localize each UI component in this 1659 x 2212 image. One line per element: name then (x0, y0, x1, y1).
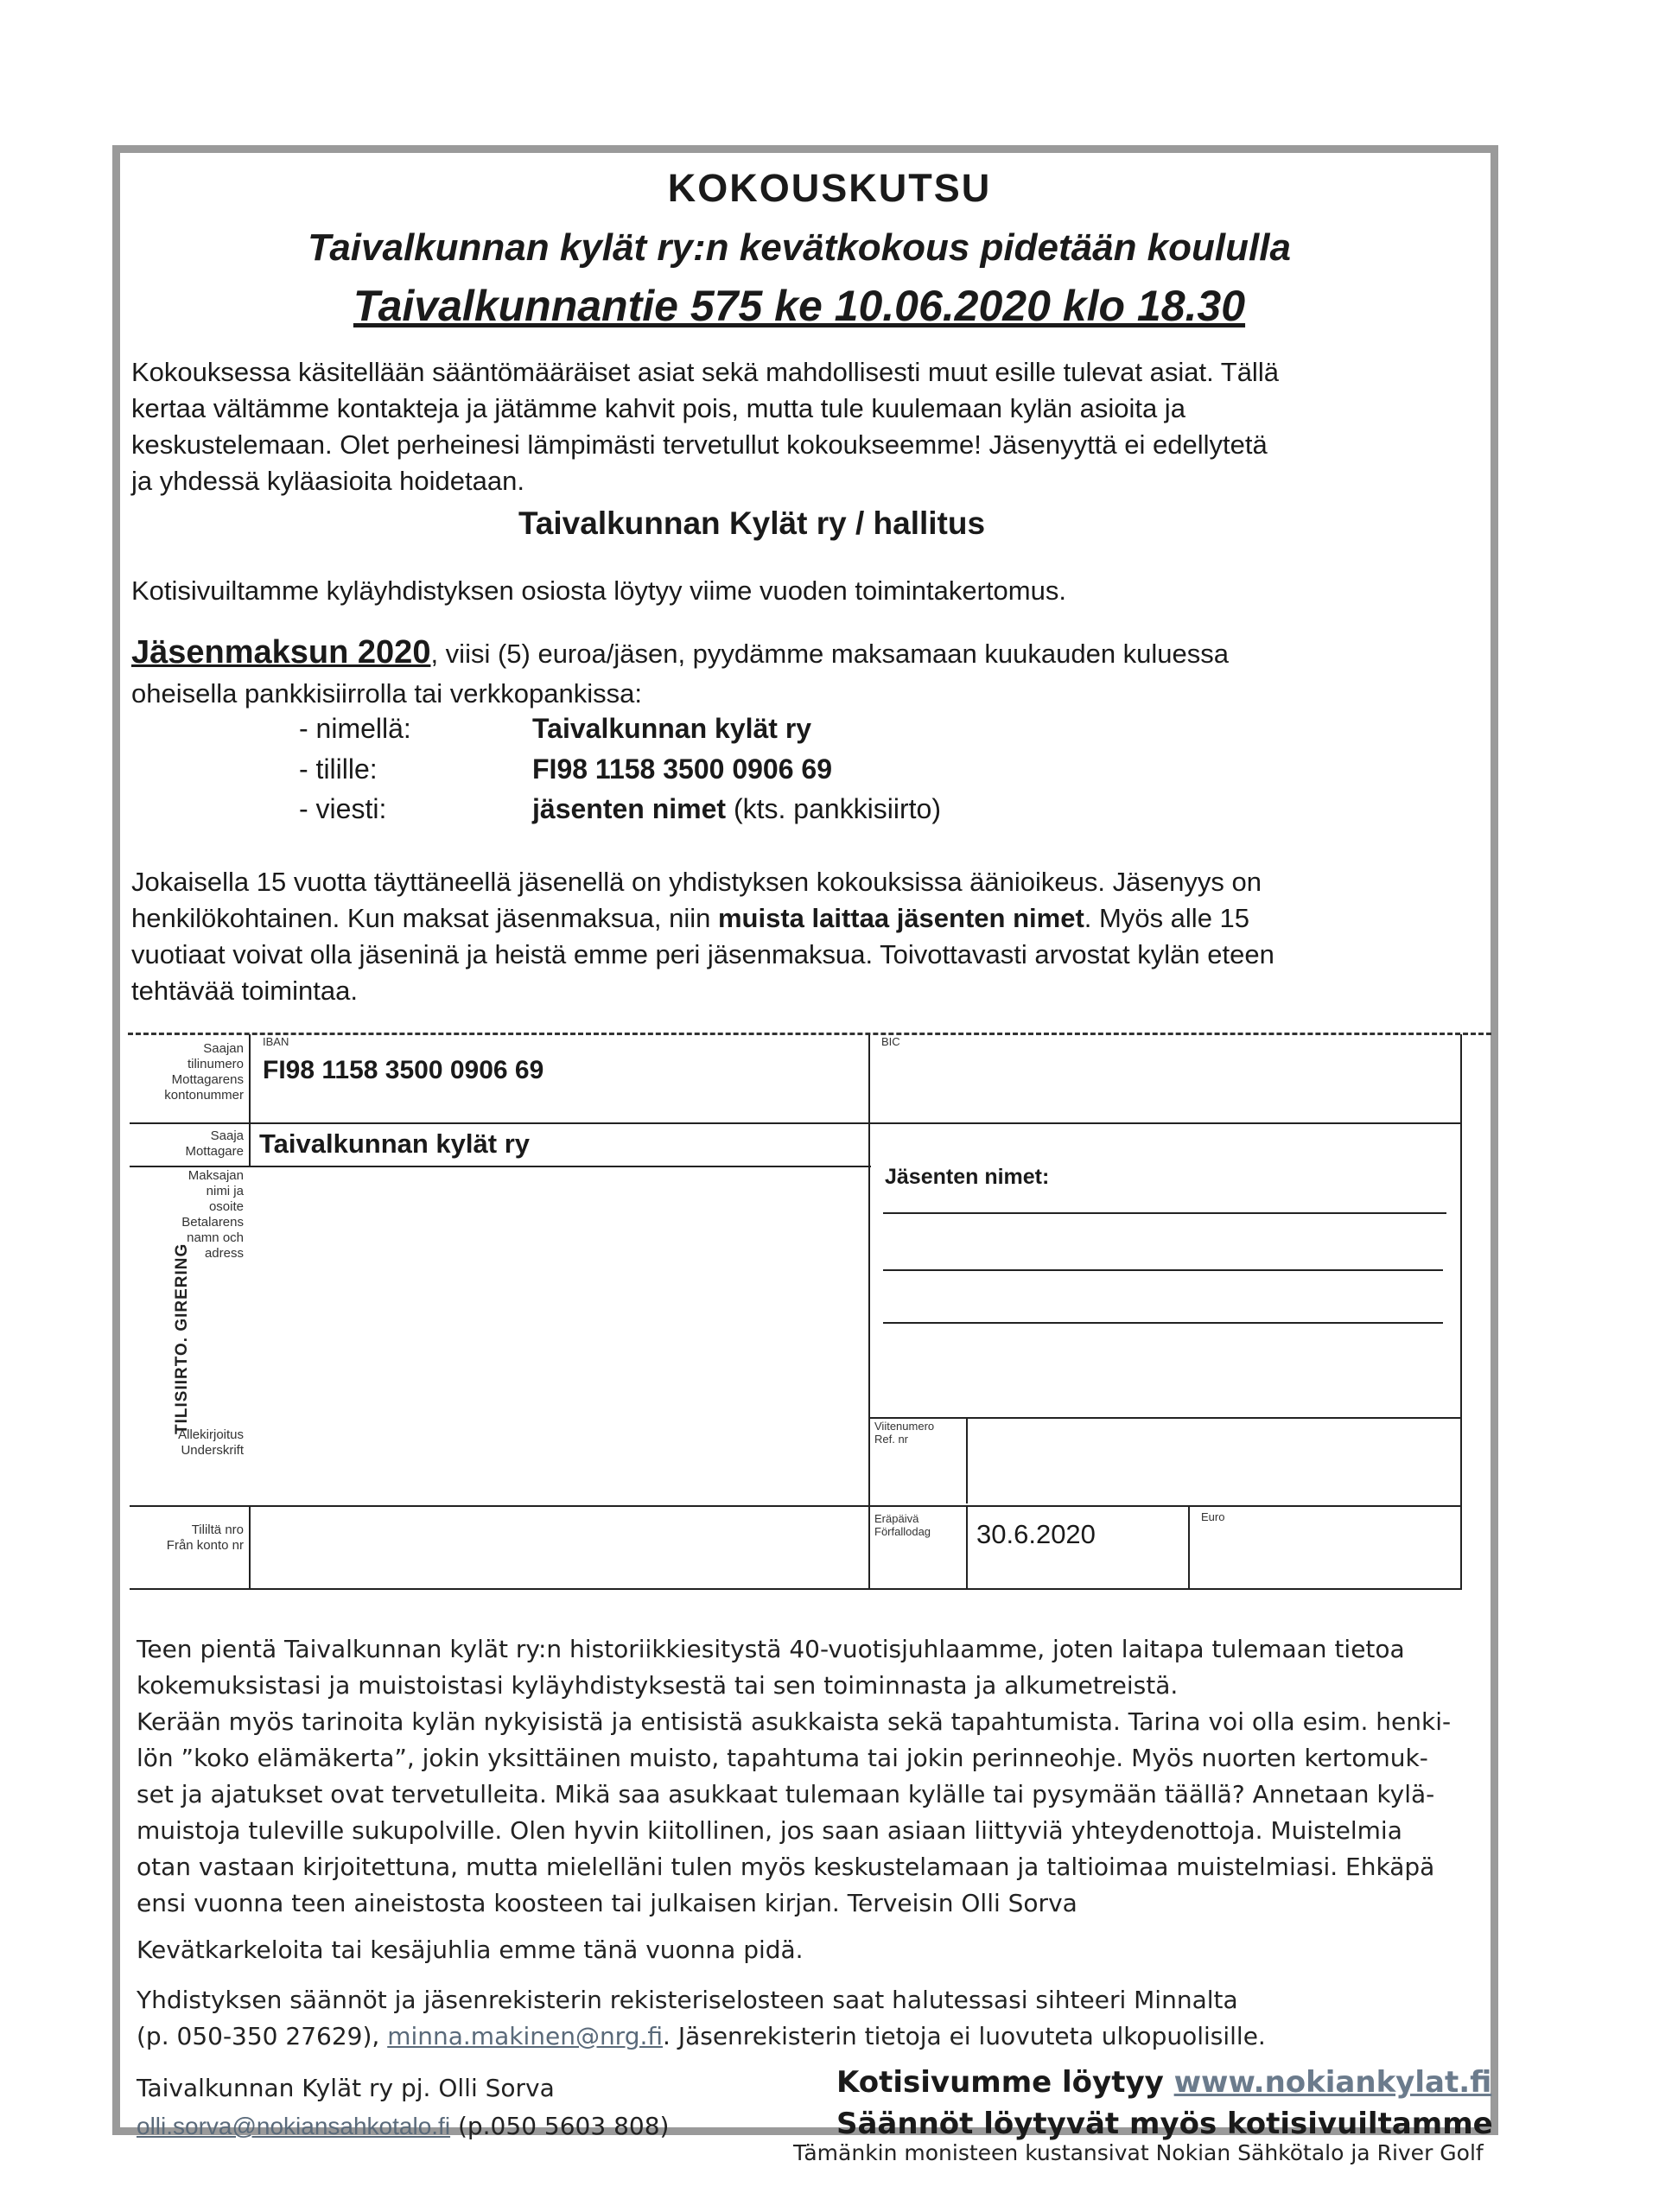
recipient-account-label: Saajan tilinumero Mottagarens kontonummer (164, 1041, 244, 1103)
history-line-3: Kerään myös tarinoita kylän nykyisistä ja entisistä asukkaista sekä tapahtumista. Tarina voi olla esim. henki- (137, 1707, 1452, 1736)
history-line-7: otan vastaan kirjoitettuna, mutta mielelläni tulen myös keskustelamaan ja taltioimaa muistelmiasi. Ehkäpä (137, 1853, 1435, 1881)
message-label: - viesti: (299, 793, 387, 824)
intro-line-4: ja yhdessä kyläasioita hoidetaan. (131, 466, 524, 496)
name-value: Taivalkunnan kylät ry (532, 713, 812, 744)
voting-line-2 (131, 900, 1479, 936)
website-line (836, 2065, 1491, 2100)
chair-name: Taivalkunnan Kylät ry pj. Olli Sorva (137, 2074, 555, 2102)
members-label: Jäsenten nimet: (885, 1165, 1050, 1189)
reference-label: Viitenumero Ref. nr (874, 1420, 935, 1446)
iban-label: IBAN (263, 1035, 289, 1048)
rules-line-1: Yhdistyksen säännöt ja jäsenrekisterin rekisteriselosteen saat halutessasi sihteeri Minnalta (137, 1986, 1238, 2014)
annual-report-note: Kotisivuiltamme kyläyhdistyksen osiosta löytyy viime vuoden toimintakertomus. (131, 575, 1066, 606)
from-account-label: Tililtä nro Från konto nr (166, 1522, 244, 1553)
intro-line-3: keskustelemaan. Olet perheinesi lämpimästi tervetullut kokoukseemme! Jäsenyyttä ei edellytetä (131, 429, 1268, 460)
meeting-place-time: Taivalkunnantie 575 ke 10.06.2020 klo 18.30 (353, 282, 1246, 330)
message-note: (kts. pankkisiirto) (726, 793, 941, 824)
giro-rule (868, 1417, 1462, 1419)
board-signature: Taivalkunnan Kylät ry / hallitus (518, 505, 986, 541)
recipient-value: Taivalkunnan kylät ry (259, 1128, 530, 1159)
message-value-line (532, 793, 941, 825)
rules-privacy: . Jäsenrekisterin tietoja ei luovuteta ulkopuolisille. (663, 2022, 1266, 2050)
bic-label: BIC (881, 1035, 900, 1048)
giro-divider (1188, 1505, 1190, 1590)
history-line-8: ensi vuonna teen aineistosta koosteen tai julkaisen kirjan. Terveisin Olli Sorva (137, 1889, 1077, 1917)
giro-divider (966, 1417, 968, 1503)
voting-emphasis: muista laittaa jäsenten nimet (717, 903, 1084, 933)
giro-side-text: TILISIIRTO. GIRERING (173, 1243, 191, 1434)
giro-divider (249, 1034, 251, 1122)
website-text: Kotisivumme löytyy (836, 2065, 1174, 2100)
membership-line-2: oheisella pankkisiirrolla tai verkkopankissa: (131, 678, 642, 709)
member-name-line (883, 1269, 1443, 1271)
account-value: FI98 1158 3500 0906 69 (532, 753, 832, 785)
history-line-1: Teen pientä Taivalkunnan kylät ry:n historiikkiesitystä 40-vuotisjuhlaamme, joten laitapa tulemaan tietoa (137, 1635, 1405, 1663)
history-line-5: set ja ajatukset ovat tervetulleita. Mikä saa asukkaat tulemaan kylälle tai pysymään täällä? Annetaan kylä- (137, 1780, 1435, 1808)
giro-rule (130, 1588, 1462, 1590)
member-name-line (883, 1212, 1446, 1214)
chair-email-link[interactable]: olli.sorva@nokiansahkotalo.fi (137, 2113, 451, 2139)
membership-heading: Jäsenmaksun 2020 (131, 634, 431, 671)
intro-line-1: Kokouksessa käsitellään sääntömääräiset asiat sekä mahdollisesti muut esille tulevat asiat. Tällä (131, 357, 1279, 387)
due-date-value: 30.6.2020 (976, 1519, 1096, 1549)
rules-phone: (p. 050-350 27629), (137, 2022, 388, 2050)
chair-phone: (p.050 5603 808) (450, 2112, 670, 2140)
history-line-6: muistoja tuleville sukupolville. Olen hyvin kiitollinen, jos saan asiaan liittyviä yhteydenottoja. Muistelmia (137, 1816, 1402, 1845)
voting-line-2c: . Myös alle 15 (1084, 903, 1250, 933)
secretary-email-link[interactable]: minna.makinen@nrg.fi (387, 2022, 664, 2050)
member-name-line (883, 1322, 1443, 1324)
intro-line-2: kertaa vältämme kontakteja ja jätämme kahvit pois, mutta tule kuulemaan kylän asioita ja (131, 393, 1185, 423)
voting-line-2a: henkilökohtainen. Kun maksat jäsenmaksua, niin (131, 903, 718, 933)
account-label: - tilille: (299, 753, 378, 785)
rules-line-2 (137, 2018, 1266, 2055)
giro-rule (130, 1505, 1462, 1507)
message-value: jäsenten nimet (532, 793, 727, 824)
voting-line-3: vuotiaat voivat olla jäseninä ja heistä emme peri jäsenmaksua. Toivottavasti arvostat kylän eteen (131, 939, 1274, 969)
name-label: - nimellä: (299, 713, 411, 744)
due-date-label: Eräpäivä Förfallodag (874, 1512, 931, 1538)
chair-contact (137, 2108, 669, 2145)
voting-line-1: Jokaisella 15 vuotta täyttäneellä jäsenellä on yhdistyksen kokouksissa äänioikeus. Jäsenyys on (131, 867, 1262, 897)
giro-divider (868, 1417, 870, 1590)
signature-label: Allekirjoitus Underskrift (178, 1427, 244, 1458)
rules-website-line: Säännöt löytyvät myös kotisivuiltamme (836, 2107, 1493, 2141)
giro-divider (249, 1124, 251, 1166)
history-line-2: kokemuksistasi ja muistoistasi kyläyhdistyksestä tai sen toiminnasta ja alkumetreistä. (137, 1671, 1179, 1700)
membership-text-1: , viisi (5) euroa/jäsen, pyydämme maksamaan kuukauden kuluessa (430, 639, 1230, 669)
payer-label: Maksajan nimi ja osoite Betalarens namn och adress (181, 1168, 244, 1261)
page-title: KOKOUSKUTSU (667, 166, 992, 210)
giro-rule (130, 1122, 1462, 1124)
history-line-9: Kevätkarkeloita tai kesäjuhlia emme tänä vuonna pidä. (137, 1936, 804, 1964)
giro-rule (130, 1166, 871, 1167)
recipient-label: Saaja Mottagare (185, 1128, 244, 1159)
history-line-4: lön ”koko elämäkerta”, jokin yksittäinen muisto, tapahtuma tai jokin perinneohje. Myös nuorten kertomuk- (137, 1744, 1428, 1772)
website-link[interactable]: www.nokiankylat.fi (1173, 2065, 1492, 2100)
voting-line-4: tehtävää toimintaa. (131, 976, 358, 1006)
cut-line (128, 1033, 1491, 1035)
giro-divider (249, 1507, 251, 1590)
iban-value: FI98 1158 3500 0906 69 (263, 1056, 544, 1084)
membership-line-1 (131, 635, 1479, 671)
euro-label: Euro (1201, 1510, 1225, 1523)
meeting-subtitle: Taivalkunnan kylät ry:n kevätkokous pidetään koululla (308, 226, 1291, 269)
sponsor-note: Tämänkin monisteen kustansivat Nokian Sähkötalo ja River Golf (793, 2140, 1484, 2165)
giro-divider (966, 1505, 968, 1590)
